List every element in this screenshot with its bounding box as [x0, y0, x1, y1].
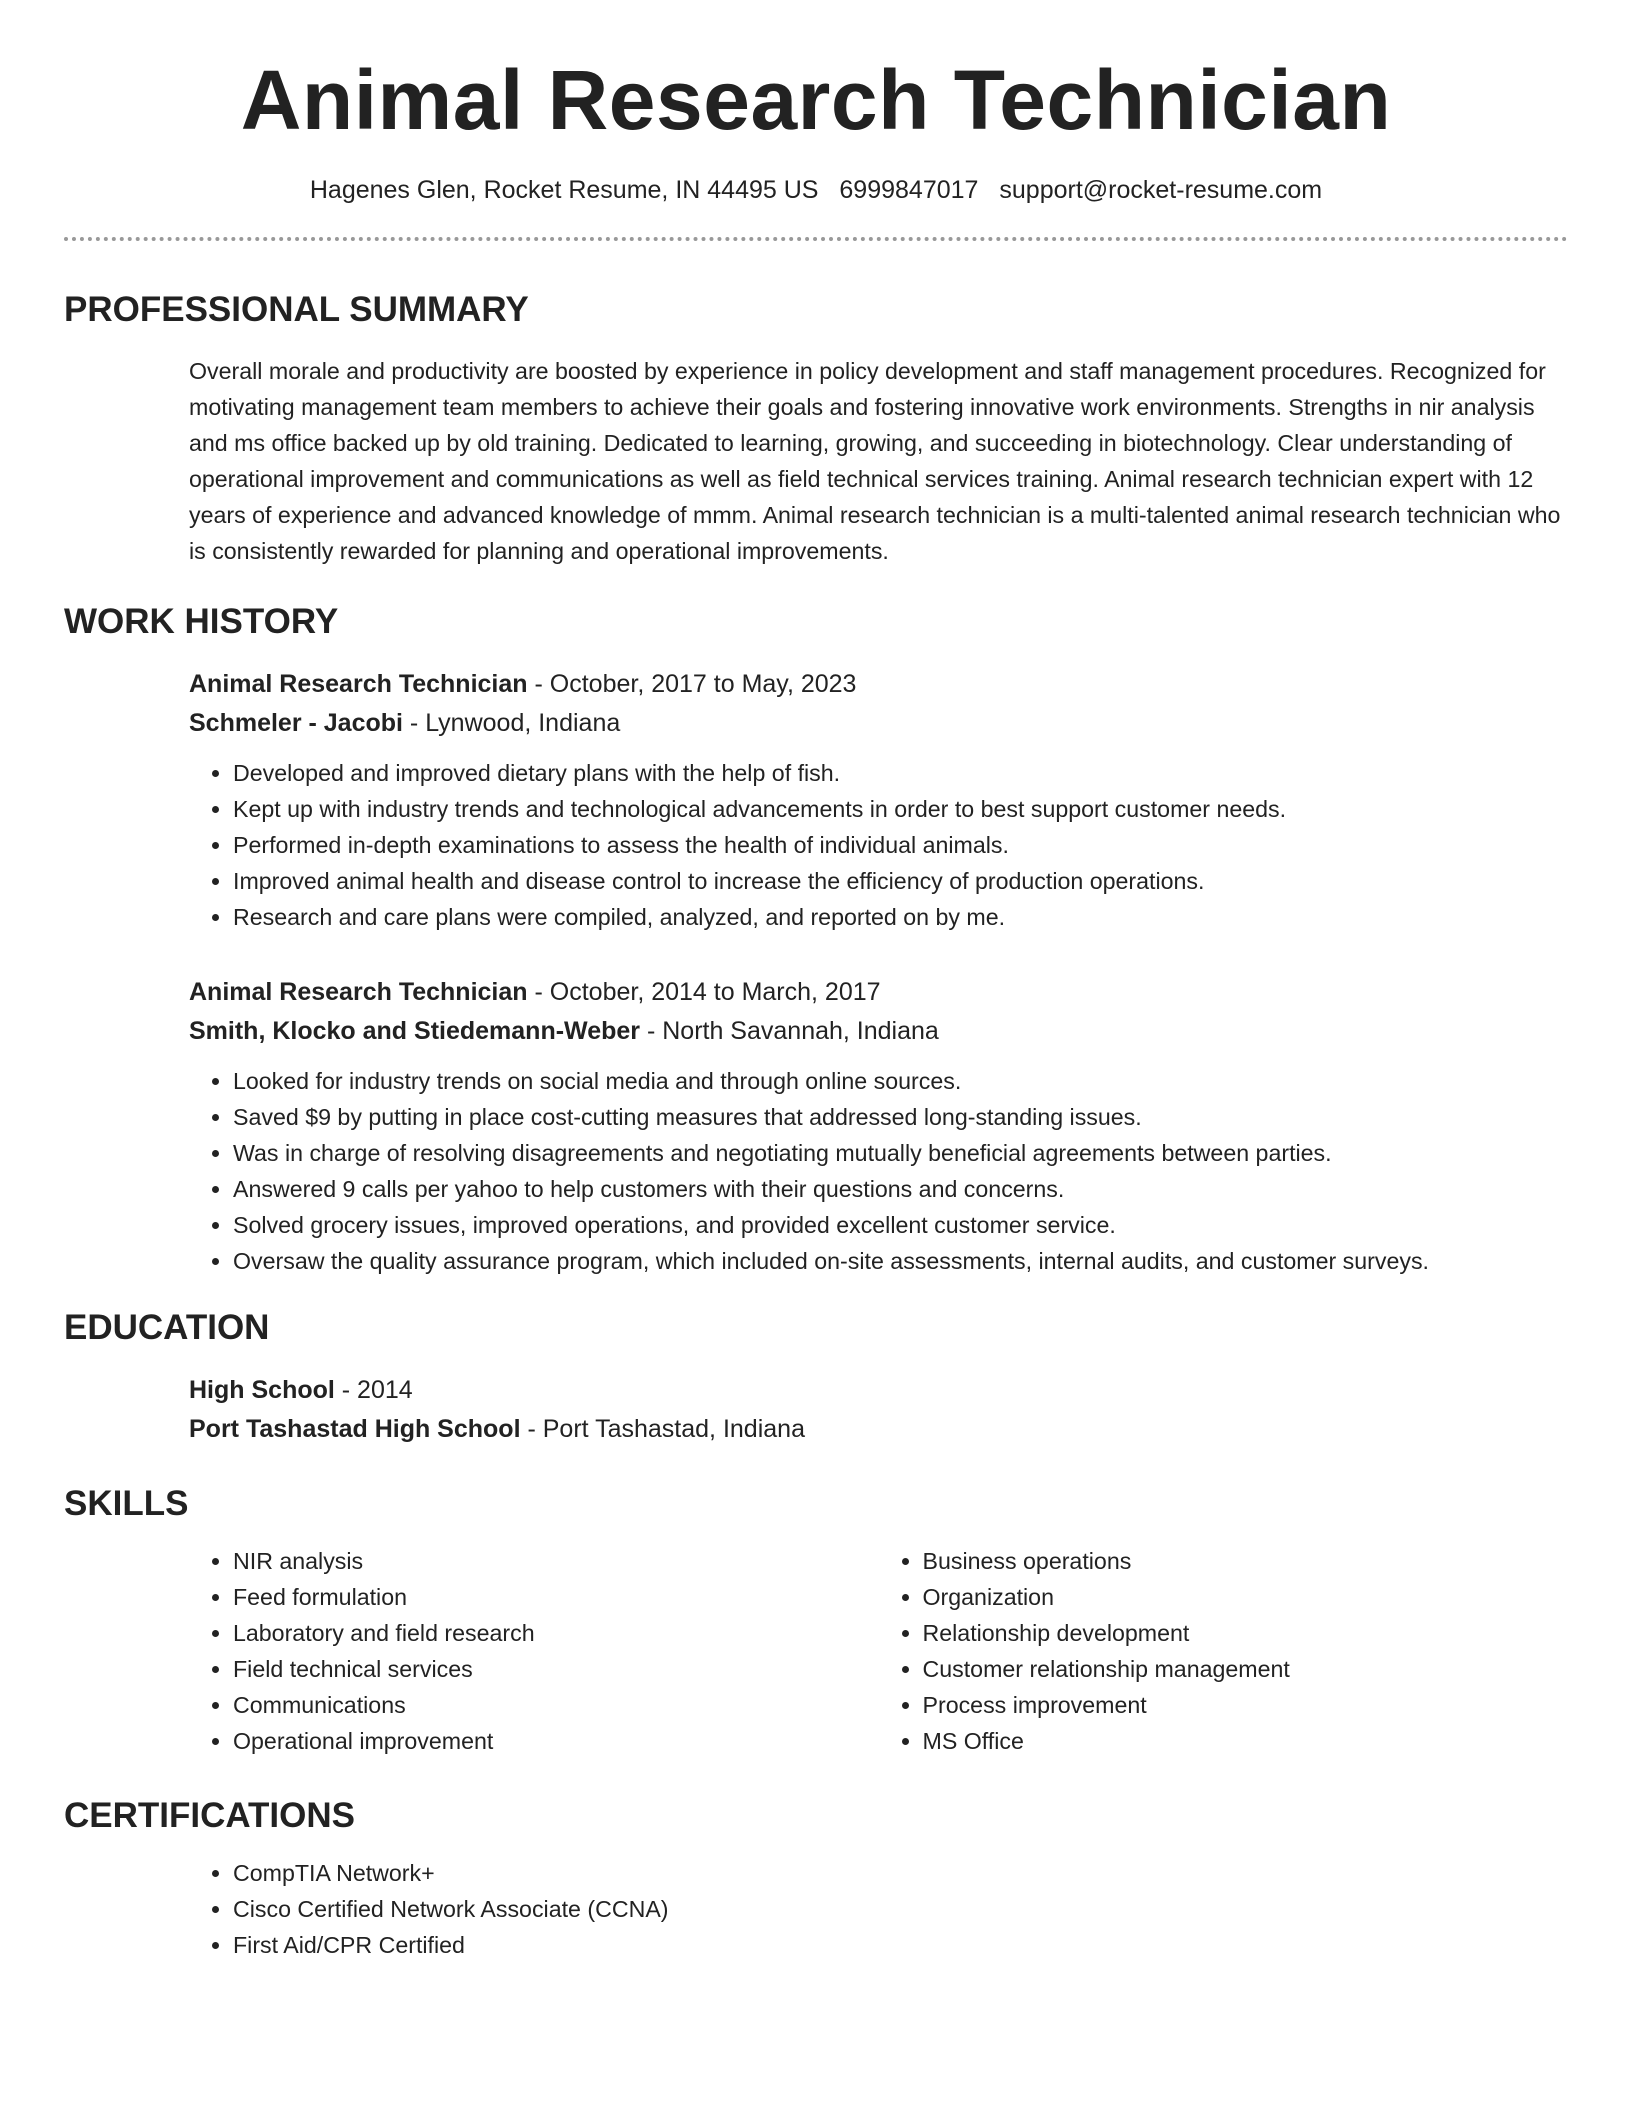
summary-section	[64, 289, 1568, 569]
skill-item: • Customer relationship management	[923, 1651, 1569, 1687]
job-bullet: • Solved grocery issues, improved operations, and provided excellent customer service.	[233, 1207, 1568, 1243]
skill-item: • Business operations	[923, 1543, 1569, 1579]
education-degree-line	[189, 1371, 1568, 1410]
section-title-summary: PROFESSIONAL SUMMARY	[64, 289, 529, 329]
work-history-section	[64, 601, 1568, 1279]
job-dates: - October, 2017 to May, 2023	[527, 669, 857, 698]
job-bullet: • Was in charge of resolving disagreements and negotiating mutually beneficial agreements between parties.	[233, 1135, 1568, 1171]
summary-text: Overall morale and productivity are boosted by experience in policy development and staff management procedures. Recognized for motivating management team members to achieve their goals and fostering innovative work environments. Strengths in nir analysis and ms office backed up by old training. Dedicated to learning, growing, and succeeding in biotechnology. Clear understanding of operational improvement and communications as well as field technical services training. Animal research technician expert with 12 years of experience and advanced knowledge of mmm. Animal research technician is a multi-talented animal research technician who is consistently rewarded for planning and operational improvements.	[189, 357, 1561, 564]
skill-item: • Operational improvement	[233, 1723, 879, 1759]
skill-item: • Field technical services	[233, 1651, 879, 1687]
skill-item: • Process improvement	[923, 1687, 1569, 1723]
job-location: - Lynwood, Indiana	[402, 708, 621, 737]
job-bullet: • Saved $9 by putting in place cost-cutting measures that addressed long-standing issues.	[233, 1099, 1568, 1135]
job-bullet: • Developed and improved dietary plans with the help of fish.	[233, 755, 1568, 791]
candidate-name: Animal Research Technician	[240, 53, 1392, 147]
skill-item: • MS Office	[923, 1723, 1569, 1759]
skill-item: • Laboratory and field research	[233, 1615, 879, 1651]
education-location: - Port Tashastad, Indiana	[520, 1414, 805, 1443]
job-role: Animal Research Technician	[189, 977, 528, 1006]
skill-item: • Communications	[233, 1687, 879, 1723]
section-title-skills: SKILLS	[64, 1483, 189, 1523]
job-bullet: • Performed in-depth examinations to assess the health of individual animals.	[233, 827, 1568, 863]
certification-item: • First Aid/CPR Certified	[233, 1927, 1568, 1963]
skills-list-right	[879, 1543, 1569, 1759]
education-school: Port Tashastad High School	[189, 1414, 521, 1443]
skill-item: • Relationship development	[923, 1615, 1569, 1651]
education-degree: High School	[189, 1375, 335, 1404]
education-section	[64, 1307, 1568, 1449]
job-bullet: • Looked for industry trends on social media and through online sources.	[233, 1063, 1568, 1099]
job-bullet: • Improved animal health and disease control to increase the efficiency of production operations.	[233, 863, 1568, 899]
skill-item: • NIR analysis	[233, 1543, 879, 1579]
skills-list-left	[189, 1543, 879, 1759]
job-company: Schmeler - Jacobi	[189, 708, 403, 737]
skill-item: • Feed formulation	[233, 1579, 879, 1615]
contact-email[interactable]: support@rocket-resume.com	[999, 176, 1323, 205]
job-title-line	[189, 973, 1568, 1012]
job-bullets	[189, 1063, 1568, 1279]
certifications-section	[64, 1795, 1568, 1963]
section-title-certifications: CERTIFICATIONS	[64, 1795, 356, 1835]
job-company-line	[189, 704, 1568, 743]
resume-header	[64, 0, 1568, 241]
contact-address: Hagenes Glen, Rocket Resume, IN 44495 US	[309, 176, 819, 205]
certification-item: • Cisco Certified Network Associate (CCNA)	[233, 1891, 1568, 1927]
skills-column-left	[189, 1543, 879, 1759]
job-bullet: • Oversaw the quality assurance program, which included on-site assessments, internal audits, and customer surveys.	[233, 1243, 1568, 1279]
job-role: Animal Research Technician	[189, 669, 528, 698]
job-company: Smith, Klocko and Stiedemann-Weber	[189, 1016, 641, 1045]
job-location: - North Savannah, Indiana	[640, 1016, 939, 1045]
section-title-work-history: WORK HISTORY	[64, 601, 339, 641]
education-school-line	[189, 1410, 1568, 1449]
job-bullet: • Answered 9 calls per yahoo to help customers with their questions and concerns.	[233, 1171, 1568, 1207]
skills-section	[64, 1483, 1568, 1759]
section-title-education: EDUCATION	[64, 1307, 270, 1347]
skills-column-right	[879, 1543, 1569, 1759]
contact-line	[64, 174, 1568, 207]
education-year: - 2014	[334, 1375, 413, 1404]
job-company-line	[189, 1012, 1568, 1051]
job-bullet: • Research and care plans were compiled, analyzed, and reported on by me.	[233, 899, 1568, 935]
header-divider	[64, 237, 1568, 241]
job-entry	[189, 973, 1568, 1279]
certification-item: • CompTIA Network+	[233, 1855, 1568, 1891]
skills-columns	[189, 1543, 1568, 1759]
skill-item: • Organization	[923, 1579, 1569, 1615]
job-bullets	[189, 755, 1568, 935]
job-entry	[189, 665, 1568, 935]
contact-phone: 6999847017	[839, 176, 979, 205]
certifications-list	[189, 1855, 1568, 1963]
job-dates: - October, 2014 to March, 2017	[527, 977, 881, 1006]
job-bullet: • Kept up with industry trends and technological advancements in order to best support customer needs.	[233, 791, 1568, 827]
job-title-line	[189, 665, 1568, 704]
